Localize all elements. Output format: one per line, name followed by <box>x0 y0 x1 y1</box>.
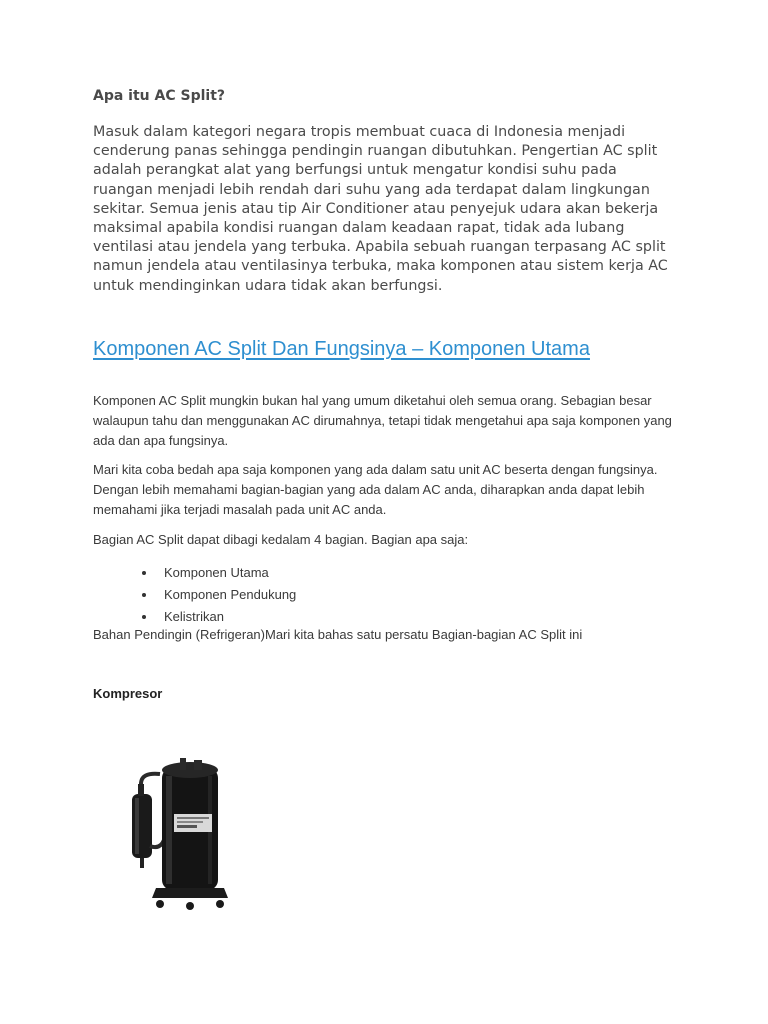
paragraph-komponen-2: Mari kita coba bedah apa saja komponen yang ada dalam satu unit AC beserta dengan fungsinya. Dengan lebih memahami bagian-bagian yang ada dalam AC anda, diharapkan anda dapat lebih memahami jika terjadi masalah pada unit AC anda. <box>93 462 658 517</box>
list-item-label: Komponen Utama <box>164 565 269 580</box>
paragraph-komponen-1: Komponen AC Split mungkin bukan hal yang umum diketahui oleh semua orang. Sebagian besar walaupun tahu dan menggunakan AC dirumahnya, tetapi tidak mengetahui apa saja komponen yang ada dan apa fungsinya. <box>93 393 672 448</box>
intro-paragraph: Masuk dalam kategori negara tropis membuat cuaca di Indonesia menjadi cenderung panas sehingga pendingin ruangan dibutuhkan. Pengertian AC split adalah perangkat alat yang berfungsi untuk mengatur kondisi suhu pada ruangan menjadi lebih rendah dari suhu yang ada terdapat dalam lingkungan sekitar. Semua jenis atau tip Air Conditioner atau penyejuk udara akan bekerja maksimal apabila kondisi ruangan dalam keadaan rapat, tidak ada lubang ventilasi atau jendela yang terbuka. Apabila sebuah ruangan terpasang AC split namun jendela atau ventilasinya terbuka, maka komponen atau sistem kerja AC untuk mendinginkan udara tidak akan berfungsi. <box>93 124 668 294</box>
section-heading-apa-itu: Apa itu AC Split? <box>93 88 226 104</box>
bullet-icon <box>142 593 146 597</box>
komponen-heading-link[interactable]: Komponen AC Split Dan Fungsinya – Komponen Utama <box>93 338 590 360</box>
bullet-icon <box>142 615 146 619</box>
kompresor-heading: Kompresor <box>93 686 163 701</box>
list-item <box>93 584 593 606</box>
bullet-icon <box>142 571 146 575</box>
bagian-list <box>93 562 593 628</box>
paragraph-komponen-3: Bagian AC Split dapat dibagi kedalam 4 bagian. Bagian apa saja: <box>93 532 469 547</box>
list-item-label: Kelistrikan <box>164 609 224 624</box>
compressor-image <box>130 758 230 910</box>
compressor-illustration <box>130 758 230 910</box>
list-item <box>93 562 593 584</box>
paragraph-bahan-pendingin: Bahan Pendingin (Refrigeran)Mari kita bahas satu persatu Bagian-bagian AC Split ini <box>93 627 583 642</box>
list-item-label: Komponen Pendukung <box>164 587 297 602</box>
